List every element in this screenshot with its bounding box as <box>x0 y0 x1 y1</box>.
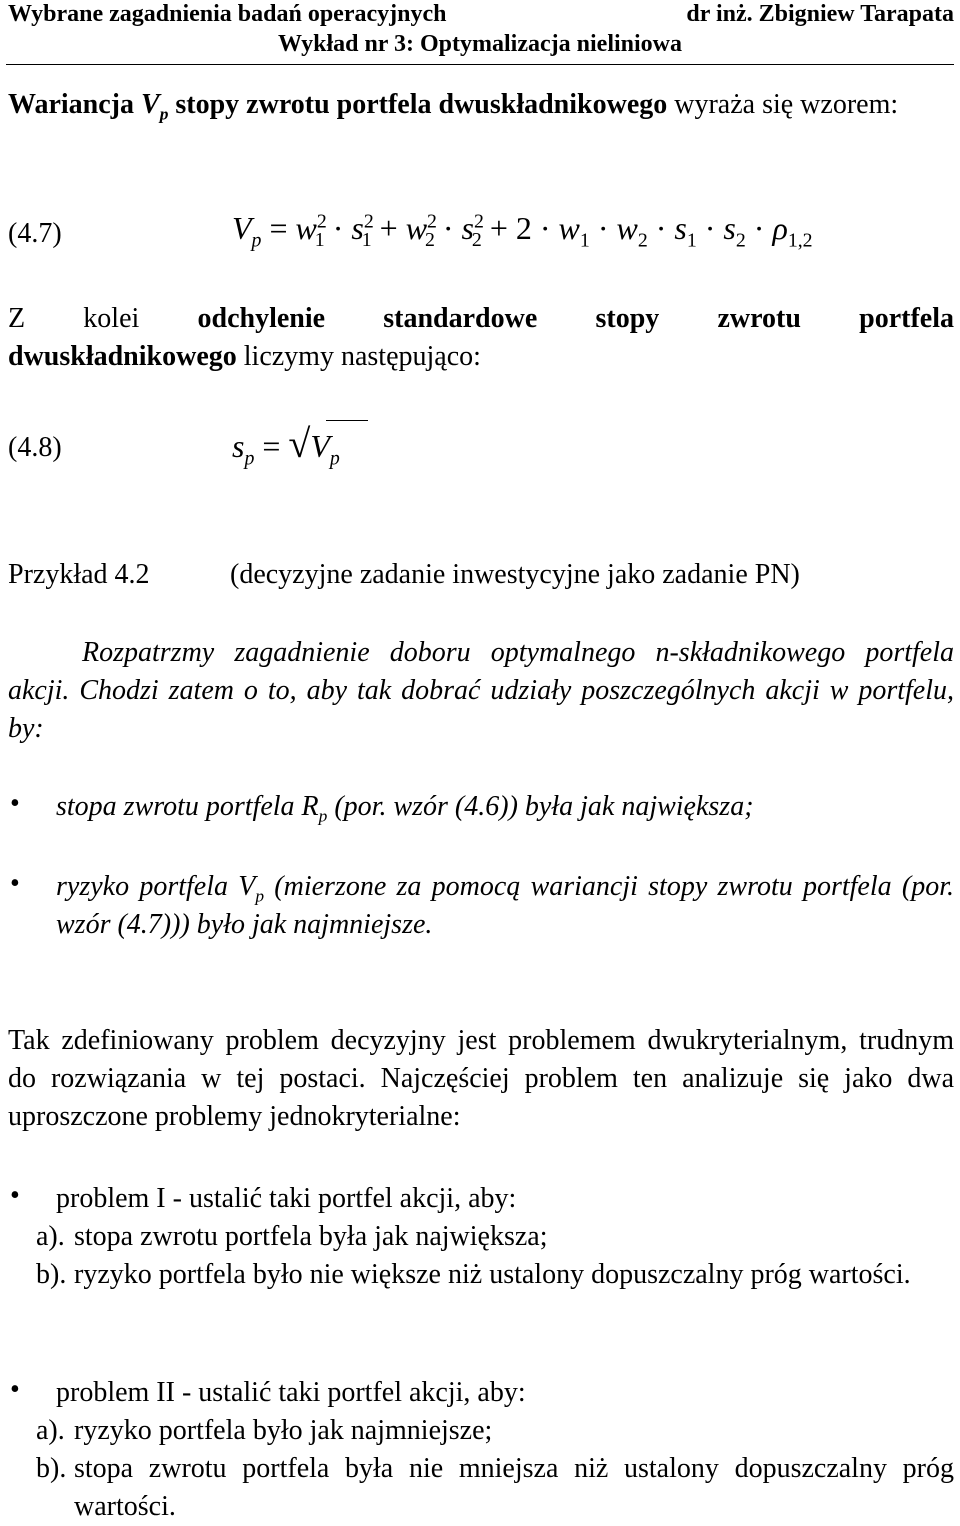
problem2-a-text: ryzyko portfela było jak najmniejsze; <box>74 1415 493 1446</box>
example-description: Rozpatrzmy zagadnienie doboru optymalnego n-składnikowego portfela akcji. Chodzi zatem o to, aby tak dobrać udziały poszczególnych akcji w portfelu, by: <box>8 637 954 744</box>
bullet-dot: • <box>10 788 20 819</box>
problem1-a-label: a). <box>36 1221 65 1252</box>
stddev-intro-line2: dwuskładnikowego liczymy następująco: <box>8 341 481 372</box>
problem2-b-label: b). <box>36 1453 67 1484</box>
problem1-b-label: b). <box>36 1259 67 1290</box>
equation-number-4-8: (4.8) <box>8 432 62 463</box>
equation-4-7: $V_p = w^2_1 \cdot s^2_1 + w^2_2 \cdot s^2_2 + 2 \cdot w_1 \cdot w_2 \cdot s_1 \cdot s_2 \cdot \rho_{1,2}$ <box>232 210 813 252</box>
problem2-title: problem II - ustalić taki portfel akcji, aby: <box>56 1377 526 1408</box>
example-bullet-return: stopa zwrotu portfela $R_p$ (por. wzór (4.6)) była jak największa; <box>56 791 754 826</box>
summary-paragraph: Tak zdefiniowany problem decyzyjny jest problemem dwukryterialnym, trudnym do rozwiązania w tej postaci. Najczęściej problem ten analizuje się jako dwa uproszczone problemy jednokryterialne: <box>8 1025 954 1132</box>
author-name: dr inż. Zbigniew Tarapata <box>686 1 954 27</box>
stddev-intro-line1: Z kolei odchylenie standardowe stopy zwrotu portfela <box>8 303 954 334</box>
example-title: (decyzyjne zadanie inwestycyjne jako zadanie PN) <box>230 559 800 590</box>
problem1-b-text: ryzyko portfela było nie większe niż ustalony dopuszczalny próg wartości. <box>74 1259 911 1290</box>
problem2-a-label: a). <box>36 1415 65 1446</box>
example-heading <box>8 556 954 594</box>
page-header <box>8 0 954 28</box>
bullet-dot: • <box>10 1180 20 1211</box>
equation-4-8: $s_p = √V_p$ <box>232 421 340 470</box>
equation-number-4-7: (4.7) <box>8 218 62 249</box>
lecture-title: Wykład nr 3: Optymalizacja nieliniowa <box>277 31 682 57</box>
course-title: Wybrane zagadnienia badań operacyjnych <box>8 1 447 27</box>
example-label: Przykład 4.2 <box>8 559 150 590</box>
bullet-dot: • <box>10 868 20 899</box>
sqrt-overbar <box>326 420 368 421</box>
header-divider <box>6 64 954 65</box>
variance-intro: Wariancja $V_p$ stopy zwrotu portfela dwuskładnikowego wyraża się wzorem: <box>8 89 899 124</box>
example-bullet-risk: ryzyko portfela $V_p$ (mierzone za pomocą wariancji stopy zwrotu portfela (por. wzór (4.7))) było jak najmniejsze. <box>56 871 955 940</box>
problem1-a-text: stopa zwrotu portfela była jak największa; <box>74 1221 548 1252</box>
problem1-title: problem I - ustalić taki portfel akcji, aby: <box>56 1183 517 1214</box>
bullet-dot: • <box>10 1374 20 1405</box>
problem2-b-text: stopa zwrotu portfela była nie mniejsza niż ustalony dopuszczalny próg wartości. <box>74 1453 954 1522</box>
